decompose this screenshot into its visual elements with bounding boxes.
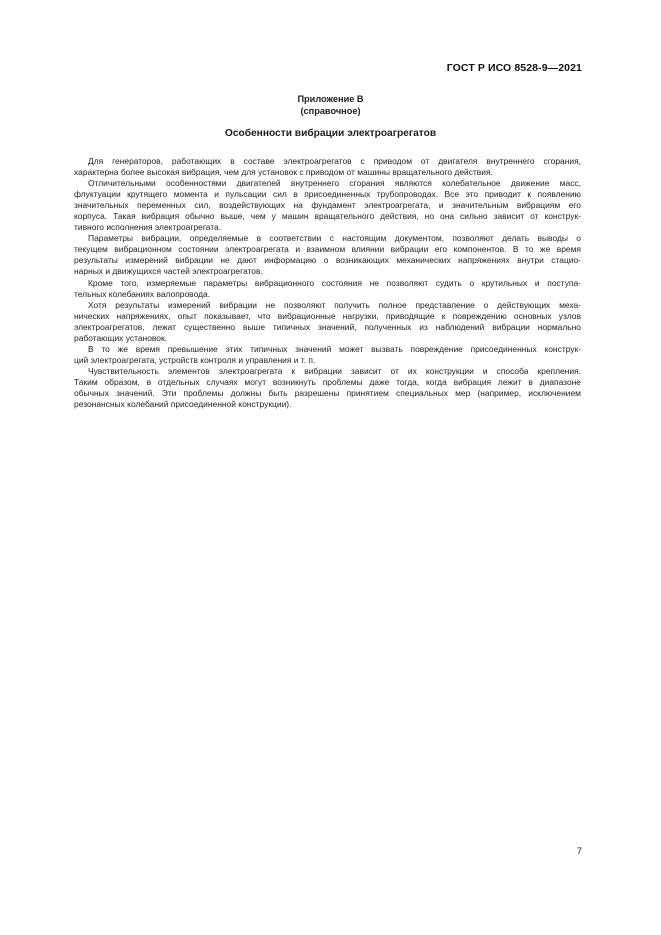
text-line: ций электроагрегата, устройств контроля и управления и т. п.: [74, 354, 316, 365]
text-line: резонансных колебаний присоединенной конструкции).: [74, 399, 292, 410]
text-line: корпуса. Такая вибрация обычно выше, чем у машин вращательного действия, но она сильно зависит от конструк-: [74, 211, 581, 222]
text-line: результаты измерений вибрации не дают информацию о возникающих механических напряжениях внутри стацио-: [74, 255, 581, 266]
text-line: тельных колебаниях валопровода.: [74, 288, 211, 299]
text-line: текущем вибрационном состоянии электроагрегата и взаимном влиянии вибрации его компонентов. В то же время: [74, 244, 581, 255]
page-number: 7: [576, 846, 582, 857]
text-line: значительных переменных сил, воздействующих на фундамент электроагрегата, и значительным вибрациям его: [74, 200, 581, 211]
text-line: флуктуации крутящего момента и пульсации сил в присоединенных трубопроводах. Все это приводит к появлению: [74, 189, 581, 200]
text-line: Отличительными особенностями двигателей внутреннего сгорания являются колебательное движение масс,: [88, 178, 581, 189]
text-line: Хотя результаты измерений вибрации не позволяют получить полное представление о действующих меха-: [88, 299, 581, 310]
text-line: В то же время превышение этих типичных значений может вызвать повреждение присоединенных конструк-: [88, 343, 581, 354]
document-code: ГОСТ Р ИСО 8528-9—2021: [446, 62, 582, 74]
text-line: обычных значений. Эти проблемы должны быть разрешены принятием специальных мер (например, исключением: [74, 387, 581, 398]
body-text: [74, 156, 581, 410]
annex-heading: [0, 93, 661, 117]
text-line: Чувствительность элементов электроагрегата к вибрации зависит от их конструкции и способа крепления.: [88, 365, 581, 376]
text-line: нарных и движущихся частей электроагрегатов.: [74, 266, 263, 277]
section-title: Особенности вибрации электроагрегатов: [224, 128, 437, 139]
text-line: Для генераторов, работающих в составе электроагрегатов с приводом от двигателя внутреннего сгорания,: [88, 156, 581, 166]
annex-subtitle: (справочное): [300, 106, 361, 116]
text-line: характерна более высокая вибрация, чем для установок с приводом от машины вращательного действия.: [74, 167, 493, 178]
text-line: работающих установок.: [74, 332, 168, 343]
text-line: тивного исполнения электроагрегата.: [74, 222, 222, 233]
text-line: Таким образом, в отдельных случаях могут возникнуть проблемы даже тогда, когда вибрация лежит в диапазоне: [74, 376, 581, 387]
text-line: Кроме того, измеряемые параметры вибрационного состояния не позволяют судить о крутильных и поступа-: [88, 277, 581, 288]
text-line: электроагрегатов, лежат существенно выше типичных значений, полученных из наблюдений вибрации нормально: [74, 321, 581, 332]
text-line: нических напряжениях, опыт показывает, что вибрационные нагрузки, приводящие к повреждению основных узлов: [74, 310, 581, 321]
annex-title: Приложение В: [297, 94, 364, 104]
text-line: Параметры вибрации, определяемые в соответствии с настоящим документом, позволяют делать выводы о: [88, 233, 581, 244]
